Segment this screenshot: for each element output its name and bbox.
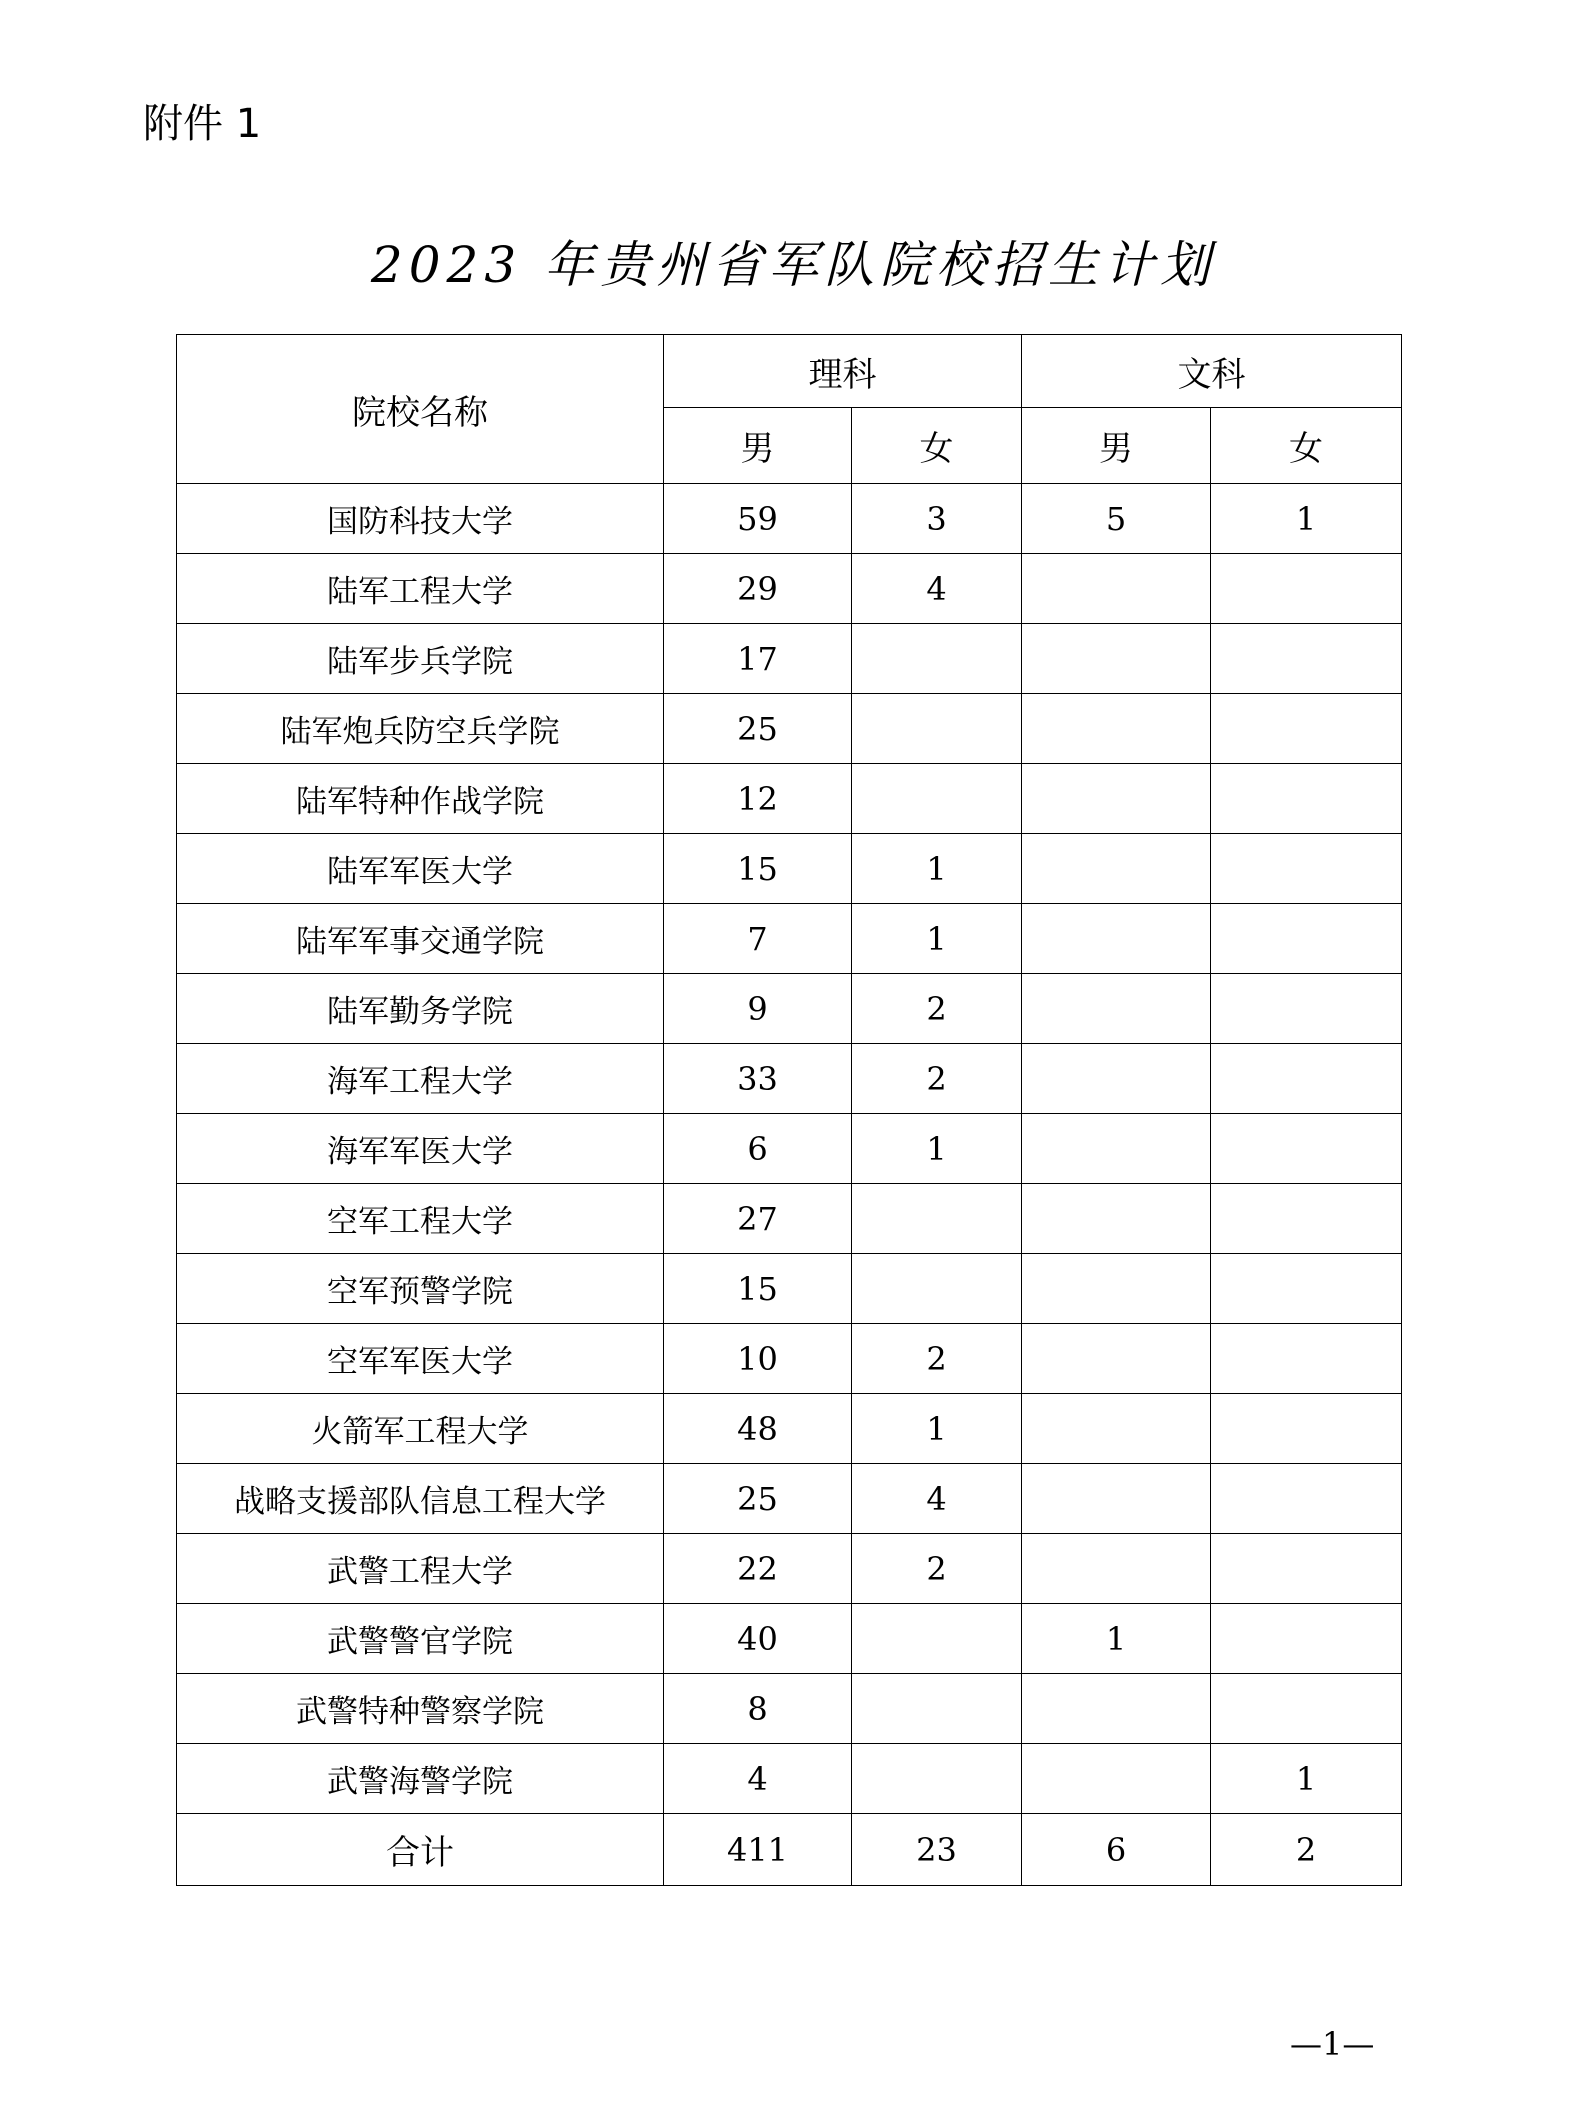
header-arts: 文科 bbox=[1022, 335, 1402, 408]
science-female-cell bbox=[852, 1254, 1022, 1324]
total-label: 合计 bbox=[177, 1814, 664, 1886]
arts-female-cell: 1 bbox=[1211, 484, 1402, 554]
arts-female-cell bbox=[1211, 694, 1402, 764]
arts-female-cell bbox=[1211, 1674, 1402, 1744]
school-name-cell: 海军工程大学 bbox=[177, 1044, 664, 1114]
arts-female-cell bbox=[1211, 1464, 1402, 1534]
school-name-cell: 陆军工程大学 bbox=[177, 554, 664, 624]
table-row bbox=[177, 624, 1402, 694]
school-name-cell: 武警特种警察学院 bbox=[177, 1674, 664, 1744]
table-row bbox=[177, 1254, 1402, 1324]
science-male-cell: 15 bbox=[664, 834, 852, 904]
school-name-cell: 陆军步兵学院 bbox=[177, 624, 664, 694]
arts-male-cell bbox=[1022, 1674, 1211, 1744]
arts-male-cell bbox=[1022, 624, 1211, 694]
header-arts-female: 女 bbox=[1211, 408, 1402, 484]
science-male-cell: 22 bbox=[664, 1534, 852, 1604]
science-male-cell: 29 bbox=[664, 554, 852, 624]
science-male-cell: 59 bbox=[664, 484, 852, 554]
table-row bbox=[177, 1184, 1402, 1254]
science-female-cell: 2 bbox=[852, 1534, 1022, 1604]
school-name-cell: 陆军炮兵防空兵学院 bbox=[177, 694, 664, 764]
school-name-cell: 武警海警学院 bbox=[177, 1744, 664, 1814]
arts-female-cell bbox=[1211, 554, 1402, 624]
science-male-cell: 6 bbox=[664, 1114, 852, 1184]
science-male-cell: 40 bbox=[664, 1604, 852, 1674]
science-male-cell: 12 bbox=[664, 764, 852, 834]
school-name-cell: 陆军勤务学院 bbox=[177, 974, 664, 1044]
science-female-cell bbox=[852, 1604, 1022, 1674]
table-row bbox=[177, 484, 1402, 554]
page-number: —1— bbox=[1290, 2025, 1375, 2063]
science-female-cell bbox=[852, 1744, 1022, 1814]
arts-female-cell bbox=[1211, 624, 1402, 694]
science-male-cell: 27 bbox=[664, 1184, 852, 1254]
science-female-cell: 4 bbox=[852, 1464, 1022, 1534]
science-female-cell bbox=[852, 1674, 1022, 1744]
school-name-cell: 空军军医大学 bbox=[177, 1324, 664, 1394]
science-male-cell: 33 bbox=[664, 1044, 852, 1114]
science-female-cell bbox=[852, 764, 1022, 834]
science-female-cell bbox=[852, 694, 1022, 764]
arts-male-cell bbox=[1022, 764, 1211, 834]
arts-female-cell: 1 bbox=[1211, 1744, 1402, 1814]
table-row bbox=[177, 974, 1402, 1044]
science-female-cell bbox=[852, 1184, 1022, 1254]
arts-male-cell bbox=[1022, 1044, 1211, 1114]
table-row bbox=[177, 1604, 1402, 1674]
arts-male-cell bbox=[1022, 554, 1211, 624]
arts-female-cell bbox=[1211, 764, 1402, 834]
table-row bbox=[177, 554, 1402, 624]
table-row bbox=[177, 904, 1402, 974]
arts-male-cell: 1 bbox=[1022, 1604, 1211, 1674]
science-male-cell: 25 bbox=[664, 1464, 852, 1534]
total-row bbox=[177, 1814, 1402, 1886]
header-arts-male: 男 bbox=[1022, 408, 1211, 484]
header-science: 理科 bbox=[664, 335, 1022, 408]
arts-female-cell bbox=[1211, 834, 1402, 904]
science-female-cell: 1 bbox=[852, 904, 1022, 974]
arts-male-cell bbox=[1022, 1254, 1211, 1324]
science-female-cell: 3 bbox=[852, 484, 1022, 554]
total-science-female: 23 bbox=[852, 1814, 1022, 1886]
science-female-cell: 4 bbox=[852, 554, 1022, 624]
science-female-cell: 1 bbox=[852, 1114, 1022, 1184]
arts-male-cell bbox=[1022, 834, 1211, 904]
science-male-cell: 7 bbox=[664, 904, 852, 974]
school-name-cell: 海军军医大学 bbox=[177, 1114, 664, 1184]
science-female-cell bbox=[852, 624, 1022, 694]
enrollment-plan-table bbox=[176, 334, 1402, 1886]
arts-male-cell bbox=[1022, 694, 1211, 764]
arts-female-cell bbox=[1211, 1114, 1402, 1184]
header-science-female: 女 bbox=[852, 408, 1022, 484]
arts-female-cell bbox=[1211, 974, 1402, 1044]
table-row bbox=[177, 1674, 1402, 1744]
arts-female-cell bbox=[1211, 1184, 1402, 1254]
total-arts-female: 2 bbox=[1211, 1814, 1402, 1886]
arts-male-cell: 5 bbox=[1022, 484, 1211, 554]
arts-female-cell bbox=[1211, 904, 1402, 974]
attachment-label: 附件 1 bbox=[143, 101, 262, 147]
arts-female-cell bbox=[1211, 1044, 1402, 1114]
table-row bbox=[177, 1324, 1402, 1394]
science-female-cell: 2 bbox=[852, 1324, 1022, 1394]
table-row bbox=[177, 834, 1402, 904]
arts-female-cell bbox=[1211, 1254, 1402, 1324]
arts-female-cell bbox=[1211, 1394, 1402, 1464]
school-name-cell: 火箭军工程大学 bbox=[177, 1394, 664, 1464]
arts-female-cell bbox=[1211, 1534, 1402, 1604]
science-female-cell: 1 bbox=[852, 834, 1022, 904]
school-name-cell: 陆军特种作战学院 bbox=[177, 764, 664, 834]
arts-male-cell bbox=[1022, 1114, 1211, 1184]
arts-male-cell bbox=[1022, 904, 1211, 974]
table-row bbox=[177, 1464, 1402, 1534]
header-school-name: 院校名称 bbox=[177, 335, 664, 484]
table-row bbox=[177, 1534, 1402, 1604]
science-female-cell: 2 bbox=[852, 1044, 1022, 1114]
total-arts-male: 6 bbox=[1022, 1814, 1211, 1886]
school-name-cell: 空军预警学院 bbox=[177, 1254, 664, 1324]
school-name-cell: 国防科技大学 bbox=[177, 484, 664, 554]
arts-female-cell bbox=[1211, 1604, 1402, 1674]
school-name-cell: 陆军军事交通学院 bbox=[177, 904, 664, 974]
arts-female-cell bbox=[1211, 1324, 1402, 1394]
science-female-cell: 2 bbox=[852, 974, 1022, 1044]
header-science-male: 男 bbox=[664, 408, 852, 484]
science-male-cell: 15 bbox=[664, 1254, 852, 1324]
arts-male-cell bbox=[1022, 1324, 1211, 1394]
header-row-groups bbox=[177, 335, 1402, 408]
school-name-cell: 陆军军医大学 bbox=[177, 834, 664, 904]
table-row bbox=[177, 1744, 1402, 1814]
arts-male-cell bbox=[1022, 1184, 1211, 1254]
science-male-cell: 48 bbox=[664, 1394, 852, 1464]
table-row bbox=[177, 1044, 1402, 1114]
table-row bbox=[177, 694, 1402, 764]
table-row bbox=[177, 1394, 1402, 1464]
science-male-cell: 9 bbox=[664, 974, 852, 1044]
arts-male-cell bbox=[1022, 1464, 1211, 1534]
science-male-cell: 8 bbox=[664, 1674, 852, 1744]
science-male-cell: 25 bbox=[664, 694, 852, 764]
table-row bbox=[177, 764, 1402, 834]
school-name-cell: 空军工程大学 bbox=[177, 1184, 664, 1254]
table-row bbox=[177, 1114, 1402, 1184]
science-male-cell: 17 bbox=[664, 624, 852, 694]
science-female-cell: 1 bbox=[852, 1394, 1022, 1464]
arts-male-cell bbox=[1022, 1744, 1211, 1814]
school-name-cell: 战略支援部队信息工程大学 bbox=[177, 1464, 664, 1534]
arts-male-cell bbox=[1022, 974, 1211, 1044]
arts-male-cell bbox=[1022, 1394, 1211, 1464]
science-male-cell: 4 bbox=[664, 1744, 852, 1814]
school-name-cell: 武警警官学院 bbox=[177, 1604, 664, 1674]
arts-male-cell bbox=[1022, 1534, 1211, 1604]
science-male-cell: 10 bbox=[664, 1324, 852, 1394]
total-science-male: 411 bbox=[664, 1814, 852, 1886]
document-title: 2023 年贵州省军队院校招生计划 bbox=[370, 236, 1217, 294]
school-name-cell: 武警工程大学 bbox=[177, 1534, 664, 1604]
